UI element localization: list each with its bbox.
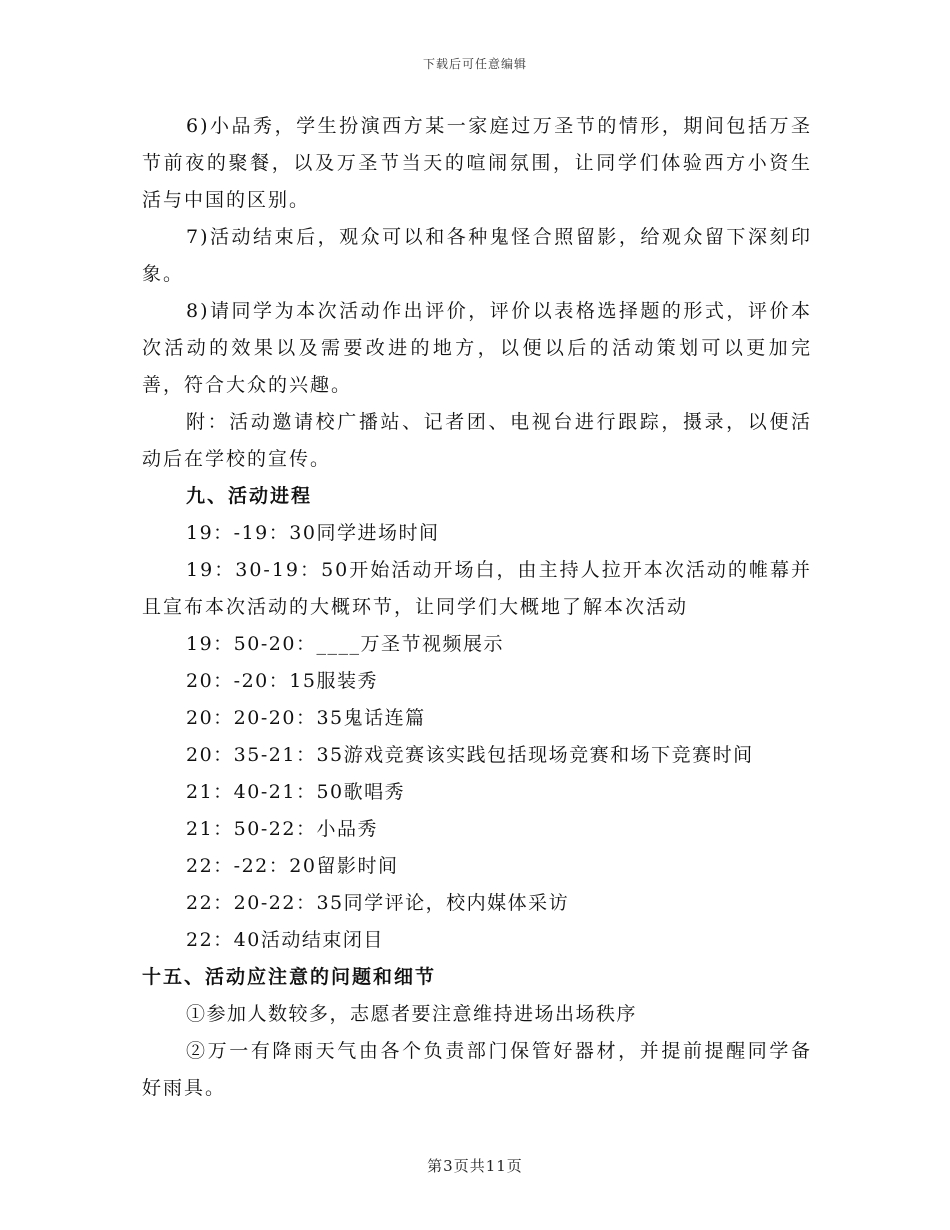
schedule-item: 20：-20：15服装秀 xyxy=(186,670,378,692)
schedule-item: 20：20-20：35鬼话连篇 xyxy=(186,707,426,729)
page-footer: 第3页共11页 xyxy=(427,1157,523,1175)
page-header: 下载后可任意编辑 xyxy=(422,57,527,71)
schedule-item: 21：40-21：50歌唱秀 xyxy=(186,781,406,803)
section-9-title: 九、活动进程 xyxy=(186,485,313,507)
schedule-item: 22：-22：20留影时间 xyxy=(186,855,399,877)
schedule-item: 20：35-21：35游戏竞赛该实践包括现场竞赛和场下竞赛时间 xyxy=(186,744,754,766)
paragraph-note: 附：活动邀请校广播站、记者团、电视台进行跟踪，摄录，以便活动后在学校的宣传。 xyxy=(142,411,812,470)
document-body xyxy=(142,108,812,1107)
schedule-item: 21：50-22：小品秀 xyxy=(186,818,378,840)
schedule-item: 19：30-19：50开始活动开场白，由主持人拉开本次活动的帷幕并且宣布本次活动的大概环节，让同学们大概地了解本次活动 xyxy=(142,559,812,618)
section-15-title: 十五、活动应注意的问题和细节 xyxy=(142,966,437,988)
paragraph-7: 7)活动结束后，观众可以和各种鬼怪合照留影，给观众留下深刻印象。 xyxy=(142,226,812,285)
paragraph-8: 8)请同学为本次活动作出评价，评价以表格选择题的形式，评价本次活动的效果以及需要改进的地方，以便以后的活动策划可以更加完善，符合大众的兴趣。 xyxy=(142,300,812,396)
schedule-item: 22：20-22：35同学评论，校内媒体采访 xyxy=(186,892,570,914)
schedule-item: 22：40活动结束闭目 xyxy=(186,929,384,951)
paragraph-6: 6)小品秀，学生扮演西方某一家庭过万圣节的情形，期间包括万圣节前夜的聚餐，以及万圣节当天的喧闹氛围，让同学们体验西方小资生活与中国的区别。 xyxy=(142,115,812,211)
note-item: ①参加人数较多，志愿者要注意维持进场出场秩序 xyxy=(186,1003,638,1025)
schedule-item: 19：-19：30同学进场时间 xyxy=(186,522,440,544)
note-item: ②万一有降雨天气由各个负责部门保管好器材，并提前提醒同学备好雨具。 xyxy=(142,1040,812,1099)
schedule-item: 19：50-20：____万圣节视频展示 xyxy=(186,633,504,655)
